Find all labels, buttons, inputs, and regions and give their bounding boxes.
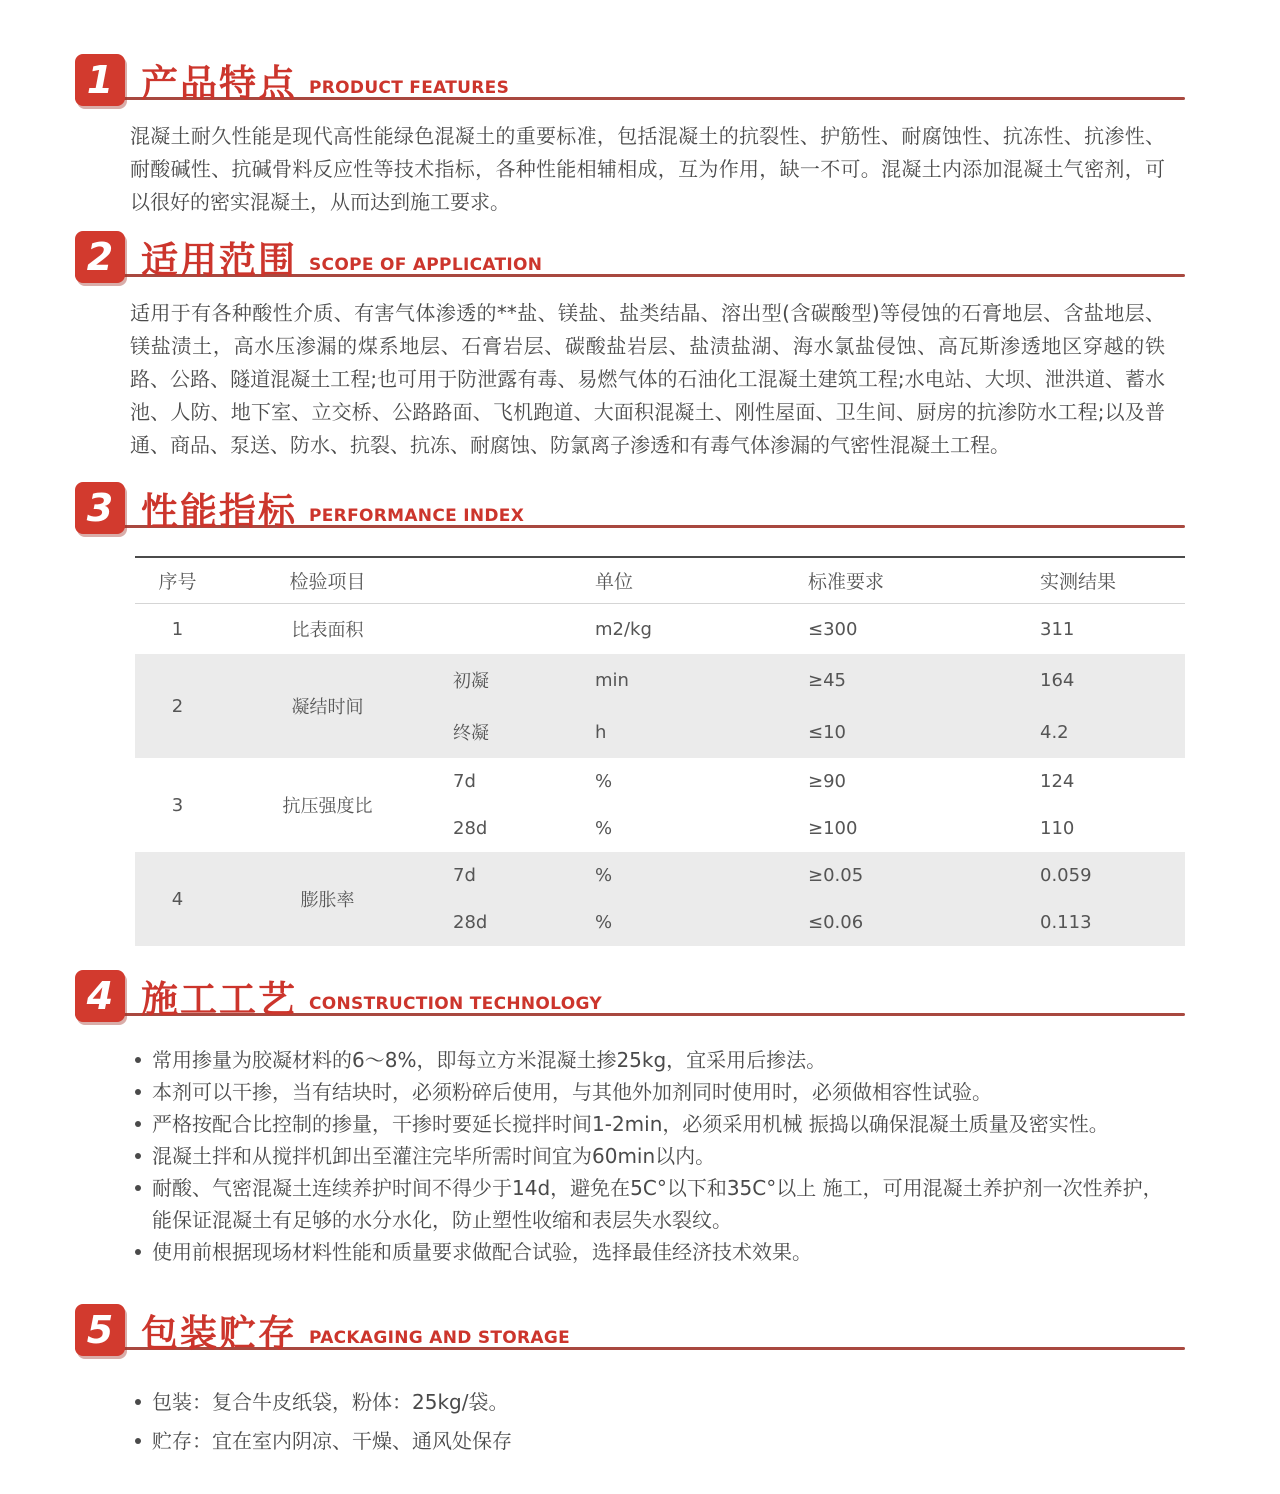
col-header-unit: 单位: [595, 557, 808, 604]
section-1-paragraph: 混凝土耐久性能是现代高性能绿色混凝土的重要标准，包括混凝土的抗裂性、护筋性、耐腐蚀性、抗冻性、抗渗性、耐酸碱性、抗碱骨料反应性等技术指标，各种性能相辅相成，互为作用，缺一不可。混凝土内添加混凝土气密剂，可以很好的密实混凝土，从而达到施工要求。: [130, 124, 1165, 214]
cell-standard: ≤0.06: [808, 899, 1040, 946]
performance-table: [135, 556, 1185, 946]
cell-no: 3: [171, 794, 184, 816]
cell-result: 0.059: [1040, 852, 1185, 899]
cell-sub: 7d: [435, 852, 595, 899]
col-header-standard: 标准要求: [808, 557, 1040, 604]
cell-result: 311: [1040, 618, 1075, 640]
col-header-item: 检验项目: [220, 557, 435, 604]
cell-sub: 28d: [435, 899, 595, 946]
list-item: 耐酸、气密混凝土连续养护时间不得少于14d，避免在5C°以下和35C°以上 施工，可用混凝土养护剂一次性养护，能保证混凝土有足够的水分水化，防止塑性收缩和表层失水裂纹。: [130, 1172, 1165, 1236]
section-1-title-en: PRODUCT FEATURES: [309, 78, 510, 98]
cell-standard: ≥90: [808, 771, 846, 792]
cell-item: 凝结时间: [220, 654, 435, 758]
cell-standard: ≥0.05: [808, 852, 1040, 899]
cell-unit: h: [595, 706, 808, 758]
section-4-number-badge: 4: [75, 970, 125, 1022]
cell-standard: ≤300: [808, 618, 858, 640]
section-1-header: [75, 52, 1185, 106]
section-2-header: [75, 229, 1185, 283]
list-item: 使用前根据现场材料性能和质量要求做配合试验，选择最佳经济技术效果。: [130, 1236, 1165, 1268]
cell-standard: ≥100: [808, 818, 858, 839]
col-header-no: 序号: [135, 557, 220, 604]
section-5-title-zh: 包装贮存: [141, 1312, 297, 1355]
cell-sub: 初凝: [435, 654, 595, 706]
list-item: 常用掺量为胶凝材料的6～8%，即每立方米混凝土掺25kg，宜采用后掺法。: [130, 1044, 1165, 1076]
list-item: 混凝土拌和从搅拌机卸出至灌注完毕所需时间宜为60min以内。: [130, 1140, 1165, 1172]
cell-standard: ≤10: [808, 706, 1040, 758]
cell-no: 1: [171, 618, 184, 640]
section-5-header: [75, 1302, 1185, 1356]
section-3-title-zh: 性能指标: [141, 490, 297, 533]
section-2-title-zh: 适用范围: [141, 239, 297, 282]
cell-result: 164: [1040, 654, 1185, 706]
cell-no: 4: [135, 852, 220, 946]
section-2-number-badge: 2: [75, 231, 125, 283]
cell-sub: 7d: [453, 771, 476, 792]
section-5-title-en: PACKAGING AND STORAGE: [309, 1328, 571, 1348]
col-header-result: 实测结果: [1040, 557, 1185, 604]
cell-unit: %: [595, 852, 808, 899]
section-4-header: [75, 968, 1185, 1022]
section-5-number-badge: 5: [75, 1304, 125, 1356]
section-2-paragraph: 适用于有各种酸性介质、有害气体渗透的**盐、镁盐、盐类结晶、溶出型(含碳酸型)等侵蚀的石膏地层、含盐地层、镁盐渍土，高水压渗漏的煤系地层、石膏岩层、碳酸盐岩层、盐渍盐湖、海水氯盐侵蚀、高瓦斯渗透地区穿越的铁路、公路、隧道混凝土工程;也可用于防泄露有毒、易燃气体的石油化工混凝土建筑工程;水电站、大坝、泄洪道、蓄水池、人防、地下室、立交桥、公路路面、飞机跑道、大面积混凝土、刚性屋面、卫生间、厨房的抗渗防水工程;以及普通、商品、泵送、防水、抗裂、抗冻、耐腐蚀、防氯离子渗透和有毒气体渗漏的气密性混凝土工程。: [130, 301, 1165, 457]
section-3-number-badge: 3: [75, 482, 125, 534]
cell-unit: min: [595, 654, 808, 706]
cell-item: 膨胀率: [220, 852, 435, 946]
table-row: [135, 758, 1185, 805]
cell-result: 124: [1040, 771, 1075, 792]
cell-result: 110: [1040, 818, 1075, 839]
section-1-number-badge: 1: [75, 54, 125, 106]
section-3-header: [75, 480, 1185, 534]
section-construction-technology: [75, 968, 1185, 1268]
cell-unit: m2/kg: [595, 618, 652, 640]
section-performance-index: [75, 480, 1185, 946]
section-4-title-zh: 施工工艺: [141, 978, 297, 1021]
table-row: [135, 852, 1185, 899]
cell-sub: [435, 604, 595, 655]
list-item: 本剂可以干掺，当有结块时，必须粉碎后使用，与其他外加剂同时使用时，必须做相容性试验。: [130, 1076, 1165, 1108]
cell-unit: %: [595, 771, 613, 792]
cell-item: 比表面积: [291, 620, 364, 641]
section-4-title-en: CONSTRUCTION TECHNOLOGY: [309, 994, 602, 1014]
list-item: 严格按配合比控制的掺量，干掺时要延长搅拌时间1-2min，必须采用机械 振捣以确保混凝土质量及密实性。: [130, 1108, 1165, 1140]
section-2-title-en: SCOPE OF APPLICATION: [309, 255, 543, 275]
section-1-title-zh: 产品特点: [141, 62, 297, 105]
cell-sub: 28d: [453, 818, 488, 839]
packaging-bullet-list: [130, 1386, 1165, 1458]
cell-standard: ≥45: [808, 654, 1040, 706]
section-3-title-en: PERFORMANCE INDEX: [309, 506, 525, 526]
list-item: 包装：复合牛皮纸袋，粉体：25kg/袋。: [130, 1386, 1165, 1419]
section-product-features: [75, 52, 1185, 219]
cell-unit: %: [595, 899, 808, 946]
table-row: [135, 604, 1185, 655]
cell-result: 0.113: [1040, 899, 1185, 946]
construction-bullet-list: [130, 1044, 1165, 1268]
performance-table-header-row: [135, 557, 1185, 604]
table-row: [135, 654, 1185, 706]
cell-unit: %: [595, 818, 613, 839]
section-packaging-and-storage: [75, 1302, 1185, 1458]
cell-result: 4.2: [1040, 706, 1185, 758]
section-scope-of-application: [75, 229, 1185, 462]
cell-no: 2: [135, 654, 220, 758]
cell-item: 抗压强度比: [282, 796, 373, 817]
col-header-sub: [435, 557, 595, 604]
list-item: 贮存：宜在室内阴凉、干燥、通风处保存: [130, 1425, 1165, 1458]
cell-sub: 终凝: [435, 706, 595, 758]
